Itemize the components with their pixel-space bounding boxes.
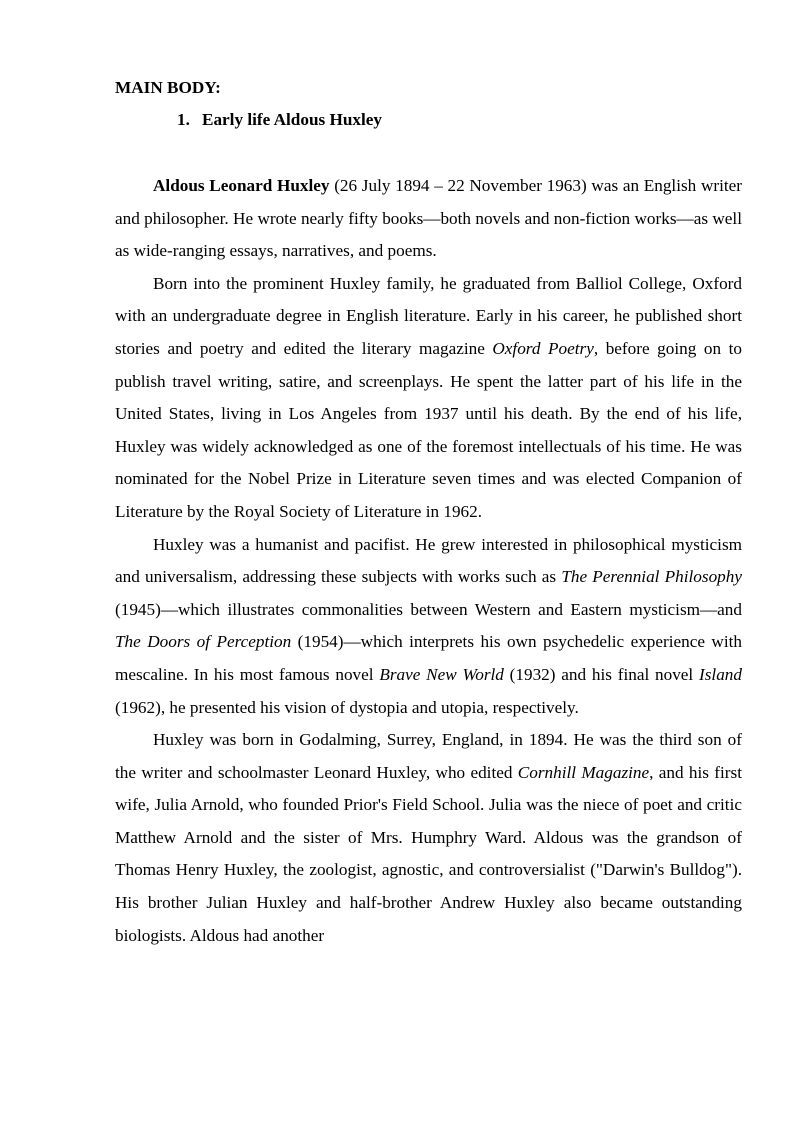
paragraph-career-text-a: Born into the prominent Huxley family, he graduated from Balliol College, Oxford with an undergraduate degree in English literature. Early in his career, he published short stories and poetry and edited the literary magazine — [115, 273, 742, 358]
paragraph-philosophy-text-d: (1932) and his final novel — [503, 664, 699, 684]
sub-heading — [177, 104, 382, 136]
work-title-doors-of-perception: The Doors of Perception — [115, 632, 292, 652]
paragraph-intro-text: (26 July 1894 – 22 November 1963) was an English writer and philosopher. He wrote nearly fifty books—both novels and non-fiction works—as well as wide-ranging essays, narratives, and poems. — [115, 176, 742, 261]
paragraph-philosophy-text-c: (1954)—which interprets his own psychedelic experience with mescaline. In his most famous novel — [115, 632, 742, 684]
paragraph-philosophy-text-e: (1962), he presented his vision of dystopia and utopia, respectively. — [115, 697, 579, 717]
work-title-perennial-philosophy: The Perennial Philosophy — [561, 567, 742, 587]
magazine-title-cornhill: Cornhill Magazine — [517, 762, 650, 782]
paragraph-philosophy-text-a: Huxley was a humanist and pacifist. He grew interested in philosophical mysticism and universalism, addressing these subjects with works such as — [115, 534, 742, 587]
sub-heading-title: Early life Aldous Huxley — [202, 110, 383, 129]
paragraph-family-text-a: Huxley was born in Godalming, Surrey, England, in 1894. He was the third son of the writer and schoolmaster Leonard Huxley, who edited — [115, 730, 742, 782]
work-title-island: Island — [699, 664, 742, 684]
subject-name: Aldous Leonard Huxley — [153, 176, 330, 195]
paragraph-family-text-b: , and his first wife, Julia Arnold, who founded Prior's Field School. Julia was the niece of poet and critic Matthew Arnold and the sister of Mrs. Humphry Ward. Aldous was the grandson of Thomas Henry Huxley, the zoologist, agnostic, and controversialist ("Darwin's Bulldog"). His brother Julian Huxley and half-brother Andrew Huxley also became outstanding biologists. Aldous had another — [115, 762, 742, 945]
paragraph-family — [115, 724, 742, 952]
paragraph-career — [115, 268, 742, 529]
paragraph-intro — [115, 170, 742, 268]
paragraph-career-text-b: , before going on to publish travel writing, satire, and screenplays. He spent the latter part of his life in the United States, living in Los Angeles from 1937 until his death. By the end of his life, Huxley was widely acknowledged as one of the foremost intellectuals of his time. He was nominated for the Nobel Prize in Literature seven times and was elected Companion of Literature by the Royal Society of Literature in 1962. — [115, 338, 742, 521]
work-title-brave-new-world: Brave New World — [379, 664, 504, 684]
body-text — [115, 170, 742, 952]
magazine-title-oxford-poetry: Oxford Poetry — [492, 338, 594, 358]
paragraph-philosophy-text-b: (1945)—which illustrates commonalities between Western and Eastern mysticism—and — [115, 599, 742, 619]
sub-heading-number: 1. — [177, 110, 190, 129]
paragraph-philosophy — [115, 529, 742, 725]
section-heading: MAIN BODY: — [115, 78, 221, 97]
